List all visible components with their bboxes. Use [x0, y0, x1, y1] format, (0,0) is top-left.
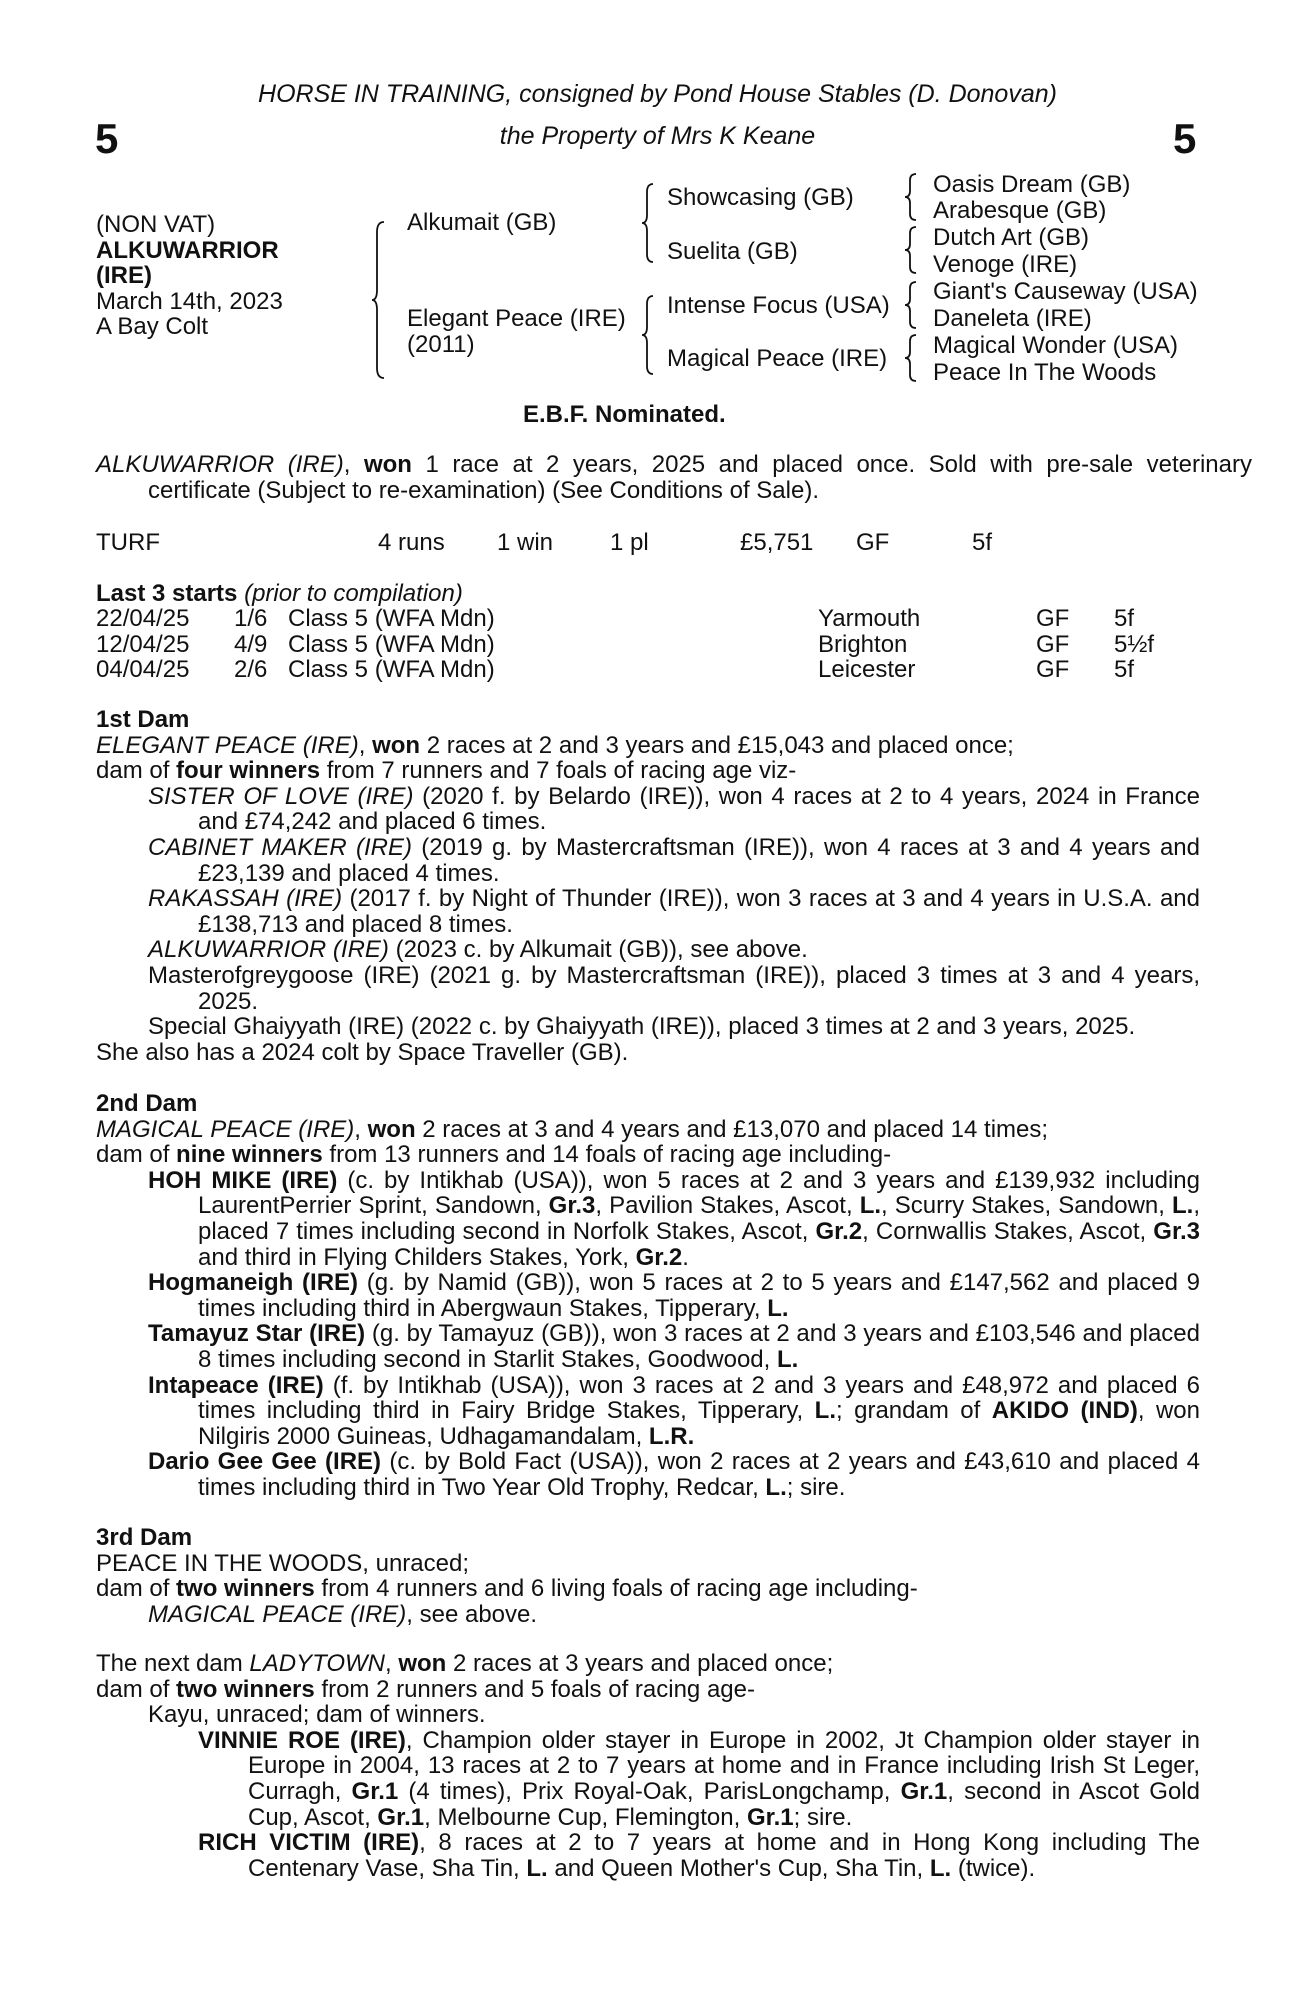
pedigree-dam: Elegant Peace (IRE) [407, 305, 626, 332]
record-distance: 5f [972, 529, 993, 556]
table-row: 04/04/25 2/6 Class 5 (WFA Mdn) Leicester GF 5f [96, 656, 1135, 684]
list-item: SISTER OF LOVE (IRE) (2020 f. by Belardo (IRE)), won 4 races at 2 to 4 years, 2024 in France and £74,242 and placed 6 times. [148, 782, 1201, 836]
list-item: Dario Gee Gee (IRE) (c. by Bold Fact (USA)), won 2 races at 2 years and £43,610 and placed 4 times including third in Two Year Old Trophy, Redcar, L.; sire. [148, 1448, 1200, 1501]
record-going: GF [856, 529, 890, 556]
first-dam-also: She also has a 2024 colt by Space Traveller (GB). [96, 1038, 629, 1066]
first-dam-title: 1st Dam [96, 706, 190, 733]
pedigree-sire-dam: Suelita (GB) [667, 238, 798, 265]
pedigree-ddd: Peace In The Woods [933, 359, 1157, 386]
third-dam-section [96, 1525, 1200, 1627]
pedigree-dsd: Daneleta (IRE) [933, 305, 1092, 332]
foaling-date: March 14th, 2023 [96, 287, 283, 315]
pedigree-brace-dam [642, 294, 656, 376]
list-item: HOH MIKE (IRE) (c. by Intikhab (USA)), won 5 races at 2 and 3 years and £139,932 including LaurentPerrier Sprint, Sandown, Gr.3, Pavilion Stakes, Ascot, L., Scurry Stakes, Sandown, L., placed 7 times including second in Norfolk Stakes, Ascot, Gr.2, Cornwallis Stakes, Ascot, Gr.3 and third in Flying Childers Stakes, York, Gr.2. [148, 1166, 1200, 1271]
pedigree-dss: Giant's Causeway (USA) [933, 278, 1198, 305]
pedigree-brace-sd [905, 225, 919, 275]
list-item: CABINET MAKER (IRE) (2019 g. by Mastercraftsman (IRE)), won 4 races at 3 and 4 years and £23,139 and placed 4 times. [148, 833, 1200, 887]
list-item: Hogmaneigh (IRE) (g. by Namid (GB)), won 5 races at 2 to 5 years and £147,562 and placed 9 times including third in Abergwaun Stakes, Tipperary, L. [148, 1269, 1200, 1322]
list-item: Masterofgreygoose (IRE) (2021 g. by Mastercraftsman (IRE)), placed 3 times at 3 and 4 years, 2025. [148, 961, 1200, 1015]
pedigree-dam-year: (2011) [407, 331, 475, 358]
next-dam-produce: dam of two winners from 2 runners and 5 foals of racing age- [96, 1675, 755, 1703]
race-summary: ALKUWARRIOR (IRE), won 1 race at 2 years, 2025 and placed once. Sold with pre-sale veterinary certificate (Subject to re-examination) (See Conditions of Sale). [96, 451, 1252, 504]
pedigree-sss: Oasis Dream (GB) [933, 171, 1131, 198]
record-runs: 4 runs [378, 529, 445, 556]
list-item: MAGICAL PEACE (IRE), see above. [148, 1600, 538, 1628]
last-starts-heading: Last 3 starts (prior to compilation) [96, 580, 463, 607]
pedigree-brace-ds [905, 280, 919, 330]
table-row: 22/04/25 1/6 Class 5 (WFA Mdn) Yarmouth GF 5f [96, 605, 1135, 632]
pedigree-sire-sire: Showcasing (GB) [667, 184, 854, 211]
pedigree-brace-ss [905, 172, 919, 222]
list-item: VINNIE ROE (IRE), Champion older stayer in Europe in 2002, Jt Champion older stayer in Europe in 2004, 13 races at 2 to 7 years at home and in France including Irish St Leger, Curragh, Gr.1 (4 times), Prix Royal-Oak, ParisLongchamp, Gr.1, second in Ascot Gold Cup, Ascot, Gr.1, Melbourne Cup, Flemington, Gr.1; sire. [198, 1726, 1201, 1831]
third-dam-title: 3rd Dam [96, 1524, 193, 1551]
lot-number-left: 5 [95, 115, 119, 162]
horse-identity [96, 212, 283, 340]
record-surface: TURF [96, 529, 160, 556]
second-dam-produce: dam of nine winners from 13 runners and 14 foals of racing age including- [96, 1141, 892, 1169]
vat-status: (NON VAT) [96, 211, 216, 238]
next-dam-section [96, 1651, 1200, 1881]
list-item: Special Ghaiyyath (IRE) (2022 c. by Ghaiyyath (IRE)), placed 3 times at 2 and 3 years, 2025. [148, 1013, 1136, 1041]
list-item: Kayu, unraced; dam of winners. [148, 1701, 486, 1729]
pedigree-brace-gen1 [372, 220, 388, 380]
ebf-nominated: E.B.F. Nominated. [523, 401, 726, 428]
second-dam-record: MAGICAL PEACE (IRE), won 2 races at 3 and 4 years and £13,070 and placed 14 times; [96, 1115, 1049, 1143]
list-item: RAKASSAH (IRE) (2017 f. by Night of Thunder (IRE)), won 3 races at 3 and 4 years in U.S.A. and £138,713 and placed 8 times. [148, 885, 1200, 938]
lot-number-right: 5 [1173, 115, 1197, 162]
pedigree-dam-sire: Intense Focus (USA) [667, 292, 890, 319]
property-line: the Property of Mrs K Keane [499, 122, 816, 150]
summary-horse-name: ALKUWARRIOR (IRE) [96, 451, 344, 478]
first-dam-section [96, 707, 1200, 1065]
list-item: RICH VICTIM (IRE), 8 races at 2 to 7 years at home and in Hong Kong including The Centenary Vase, Sha Tin, L. and Queen Mother's Cup, Sha Tin, L. (twice). [198, 1829, 1200, 1882]
pedigree-sds: Dutch Art (GB) [933, 224, 1090, 251]
consignor-line: HORSE IN TRAINING, consigned by Pond House Stables (D. Donovan) [258, 80, 1057, 108]
second-dam-section [96, 1091, 1200, 1501]
pedigree-sdd: Venoge (IRE) [933, 251, 1078, 278]
third-dam-produce: dam of two winners from 4 runners and 6 living foals of racing age including- [96, 1575, 918, 1603]
record-wins: 1 win [497, 529, 554, 556]
first-dam-record: ELEGANT PEACE (IRE), won 2 races at 2 and 3 years and £15,043 and placed once; [96, 731, 1014, 759]
first-dam-produce: dam of four winners from 7 runners and 7 foals of racing age viz- [96, 757, 797, 785]
next-dam-record: The next dam LADYTOWN, won 2 races at 3 years and placed once; [96, 1650, 834, 1677]
record-earnings: £5,751 [740, 529, 814, 556]
pedigree-ssd: Arabesque (GB) [933, 197, 1107, 224]
list-item: Intapeace (IRE) (f. by Intikhab (USA)), won 3 races at 2 and 3 years and £48,972 and placed 6 times including third in Fairy Bridge Stakes, Tipperary, L.; grandam of AKIDO (IND), won Nilgiris 2000 Guineas, Udhagamandalam, L.R. [148, 1371, 1200, 1450]
horse-suffix: (IRE) [96, 262, 152, 290]
pedigree-brace-dd [905, 333, 919, 383]
table-row: 12/04/25 4/9 Class 5 (WFA Mdn) Brighton GF 5½f [96, 630, 1155, 658]
pedigree-dam-dam: Magical Peace (IRE) [667, 345, 888, 372]
pedigree-brace-sire [642, 182, 656, 264]
third-dam-record: PEACE IN THE WOODS, unraced; [96, 1549, 469, 1577]
horse-name: ALKUWARRIOR [96, 236, 279, 264]
last-starts-table [96, 606, 1200, 683]
second-dam-title: 2nd Dam [96, 1090, 198, 1117]
pedigree-sire: Alkumait (GB) [407, 209, 557, 236]
record-places: 1 pl [610, 529, 649, 556]
horse-description: A Bay Colt [96, 313, 209, 341]
pedigree-dds: Magical Wonder (USA) [933, 332, 1178, 359]
list-item: ALKUWARRIOR (IRE) (2023 c. by Alkumait (GB)), see above. [148, 936, 808, 964]
list-item: Tamayuz Star (IRE) (g. by Tamayuz (GB)), won 3 races at 2 and 3 years and £103,546 and placed 8 times including second in Starlit Stakes, Goodwood, L. [148, 1320, 1200, 1373]
summary-won: won [363, 451, 412, 478]
